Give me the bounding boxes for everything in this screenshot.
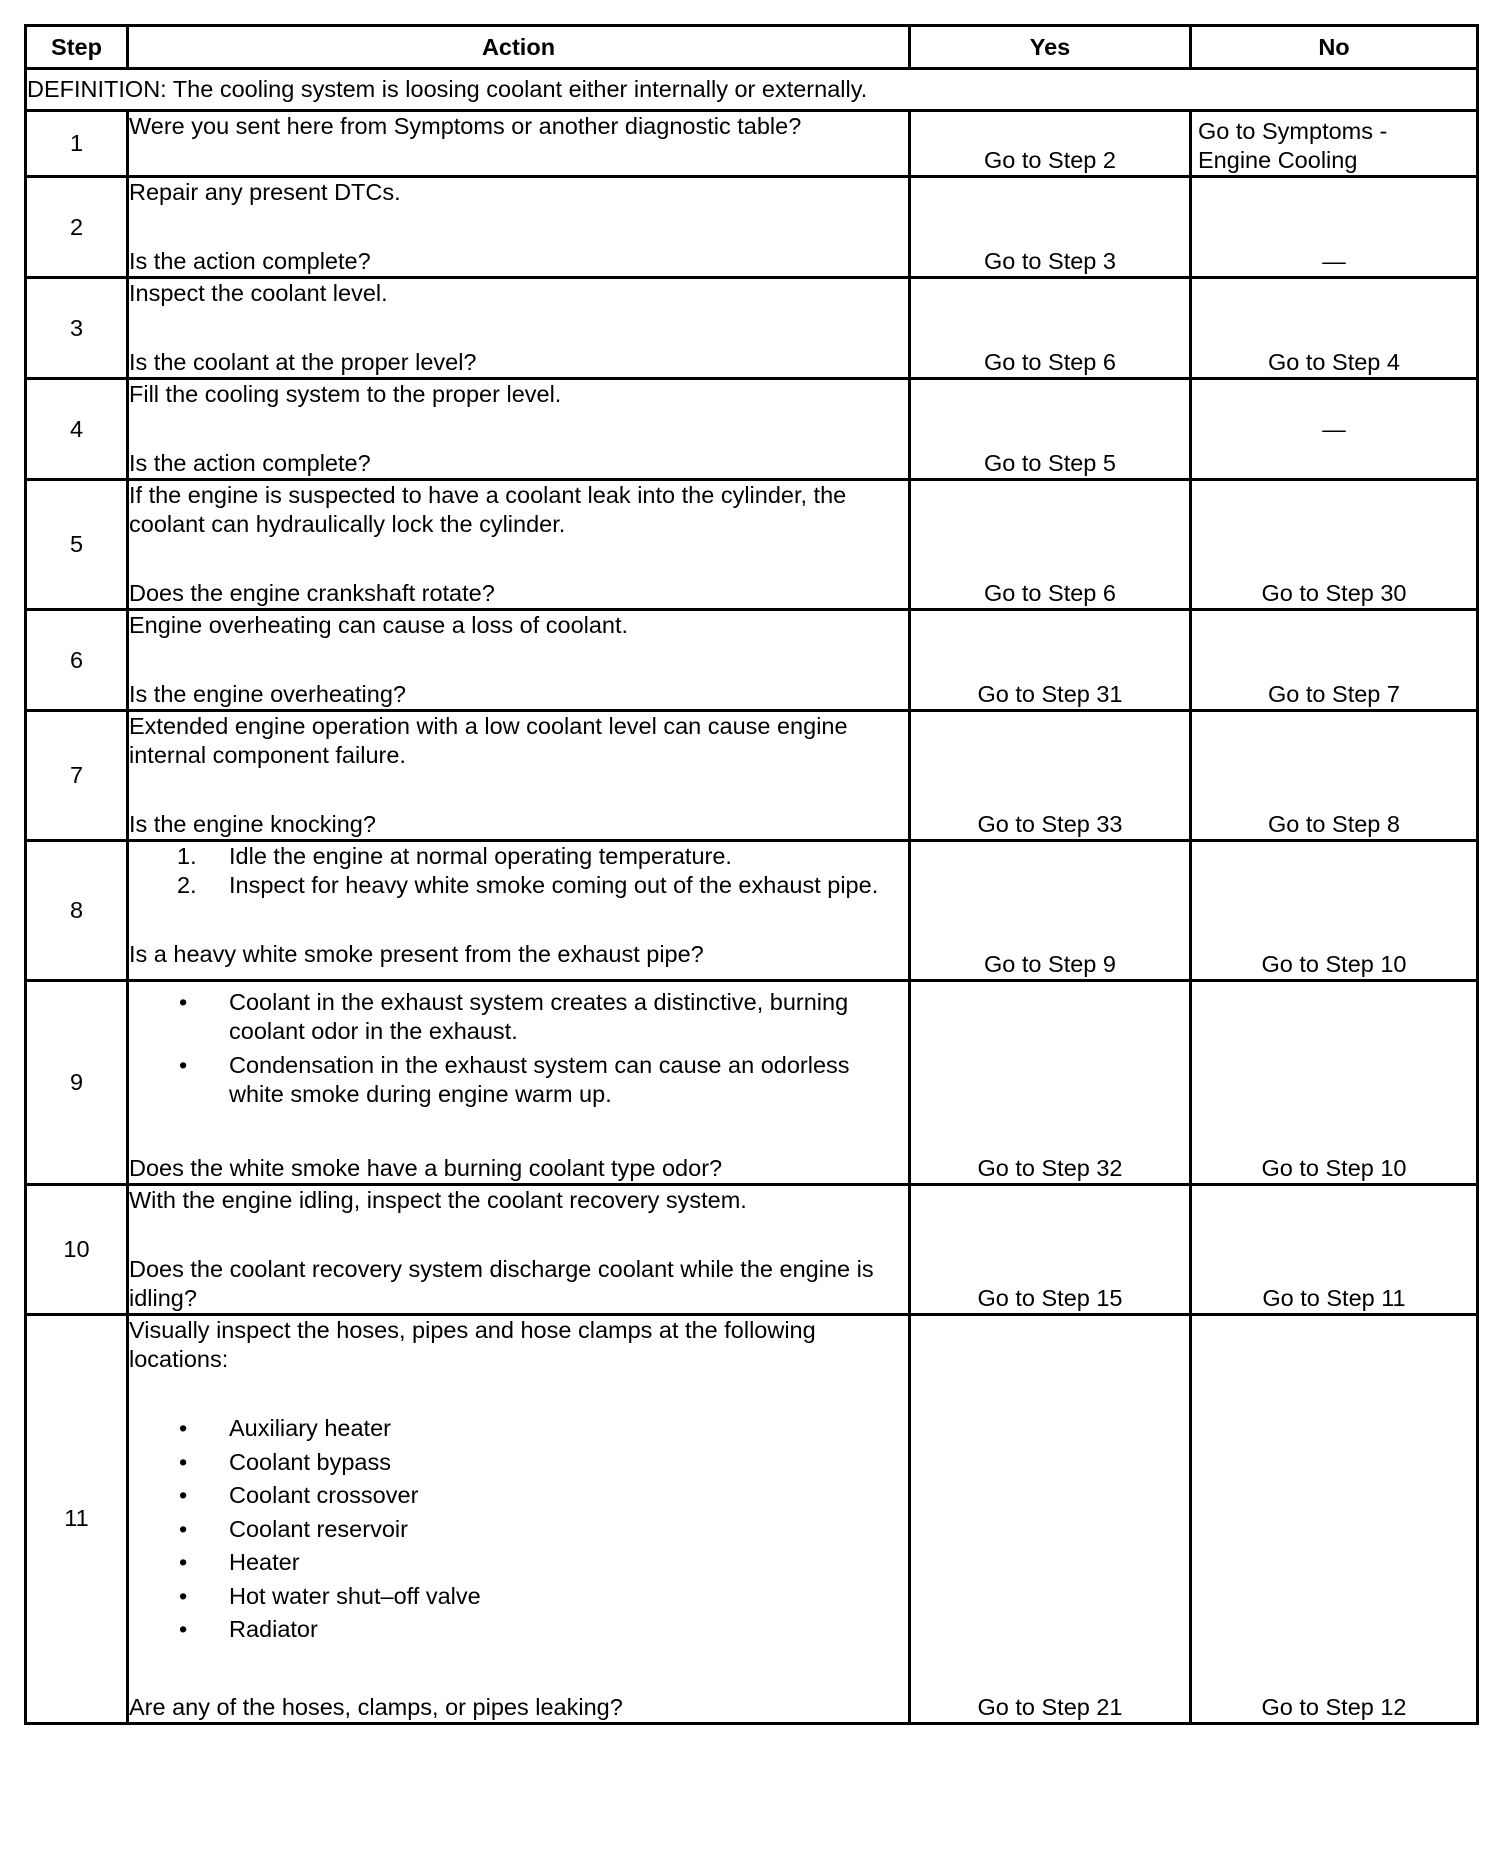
action-text: Were you sent here from Symptoms or another diagnostic table? [129, 113, 802, 139]
no-cell: Go to Step 12 [1191, 1315, 1478, 1724]
bullet-icon: • [179, 1582, 188, 1609]
table-row [26, 1315, 1478, 1724]
yes-cell: Go to Step 15 [910, 1185, 1191, 1315]
yes-cell: Go to Step 6 [910, 278, 1191, 379]
bullet-icon: • [179, 1448, 188, 1475]
list-number: 1. [177, 843, 197, 869]
yes-cell: Go to Step 5 [910, 379, 1191, 480]
bullet-icon: • [179, 989, 188, 1015]
no-cell: Go to Step 30 [1191, 480, 1478, 610]
step-number: 3 [26, 278, 128, 379]
step-number: 9 [26, 981, 128, 1185]
bullet-icon: • [179, 1515, 188, 1542]
table-row [26, 278, 1478, 379]
no-text-line1: Go to Symptoms - [1198, 118, 1388, 144]
action-text: Engine overheating can cause a loss of coolant. [129, 612, 629, 638]
action-cell [128, 480, 910, 610]
bullet-list [129, 1414, 908, 1649]
list-item: • Coolant in the exhaust system creates a distinctive, burning coolant odor in the exhaust. [179, 989, 849, 1044]
action-cell [128, 1315, 910, 1724]
question-text: Does the coolant recovery system discharge coolant while the engine is idling? [129, 1256, 874, 1311]
diagnostic-table [24, 24, 1479, 1725]
list-item: • Coolant reservoir [179, 1515, 408, 1542]
no-cell: — [1191, 177, 1478, 278]
step-number: 6 [26, 610, 128, 711]
yes-cell: Go to Step 33 [910, 711, 1191, 841]
header-no: No [1191, 26, 1478, 69]
no-text-line2: Engine Cooling [1198, 147, 1358, 173]
action-text: Repair any present DTCs. [129, 179, 401, 205]
header-step: Step [26, 26, 128, 69]
list-item: • Coolant crossover [179, 1482, 419, 1508]
action-text: Inspect the coolant level. [129, 280, 388, 306]
list-number: 2. [177, 872, 197, 898]
action-text: If the engine is suspected to have a coolant leak into the cylinder, the coolant can hydraulically lock the cylinder. [129, 482, 847, 537]
table-row [26, 841, 1478, 981]
yes-cell: Go to Step 9 [910, 841, 1191, 981]
action-cell [128, 111, 910, 177]
step-number: 11 [26, 1315, 128, 1724]
question-text: Does the white smoke have a burning coolant type odor? [129, 1155, 723, 1181]
action-cell [128, 841, 910, 981]
action-cell [128, 379, 910, 480]
action-cell [128, 711, 910, 841]
definition-text: DEFINITION: The cooling system is loosing coolant either internally or externally. [26, 69, 1478, 111]
list-item: • Hot water shut–off valve [179, 1582, 481, 1609]
table-row [26, 610, 1478, 711]
no-cell: Go to Step 10 [1191, 981, 1478, 1185]
action-text: Visually inspect the hoses, pipes and hose clamps at the following locations: [129, 1317, 816, 1372]
question-text: Does the engine crankshaft rotate? [129, 580, 495, 606]
question-text: Is the engine overheating? [129, 681, 406, 707]
table-row [26, 1185, 1478, 1315]
table-row [26, 177, 1478, 278]
list-item: • Condensation in the exhaust system can cause an odorless white smoke during engine warm up. [179, 1052, 850, 1107]
no-cell: Go to Step 8 [1191, 711, 1478, 841]
question-text: Is a heavy white smoke present from the exhaust pipe? [129, 941, 704, 967]
list-item: 1. Idle the engine at normal operating temperature. [177, 843, 732, 869]
action-text: Fill the cooling system to the proper level. [129, 381, 562, 407]
table-row [26, 480, 1478, 610]
step-number: 5 [26, 480, 128, 610]
yes-cell: Go to Step 6 [910, 480, 1191, 610]
question-text: Is the action complete? [129, 450, 371, 476]
action-cell [128, 1185, 910, 1315]
definition-row [26, 69, 1478, 111]
bullet-icon: • [179, 1415, 188, 1441]
no-cell: Go to Step 11 [1191, 1185, 1478, 1315]
question-text: Are any of the hoses, clamps, or pipes leaking? [129, 1693, 623, 1720]
numbered-list [129, 842, 908, 900]
question-text: Is the action complete? [129, 248, 371, 274]
table-row [26, 379, 1478, 480]
list-item: • Heater [179, 1549, 300, 1575]
action-text: With the engine idling, inspect the coolant recovery system. [129, 1187, 747, 1213]
step-number: 10 [26, 1185, 128, 1315]
action-cell [128, 177, 910, 278]
bullet-icon: • [179, 1482, 188, 1508]
step-number: 2 [26, 177, 128, 278]
step-number: 4 [26, 379, 128, 480]
action-cell [128, 981, 910, 1185]
no-cell: Go to Step 10 [1191, 841, 1478, 981]
bullet-icon: • [179, 1052, 188, 1078]
table-row [26, 111, 1478, 177]
header-row [26, 26, 1478, 69]
step-number: 8 [26, 841, 128, 981]
yes-cell: Go to Step 32 [910, 981, 1191, 1185]
list-item: 2. Inspect for heavy white smoke coming out of the exhaust pipe. [177, 872, 879, 898]
bullet-icon: • [179, 1616, 188, 1642]
table-row [26, 981, 1478, 1185]
list-item: • Radiator [179, 1616, 318, 1642]
step-number: 1 [26, 111, 128, 177]
yes-cell: Go to Step 2 [910, 111, 1191, 177]
no-cell: Go to Step 4 [1191, 278, 1478, 379]
step-number: 7 [26, 711, 128, 841]
action-cell [128, 610, 910, 711]
list-item: • Auxiliary heater [179, 1415, 391, 1441]
no-cell [1191, 111, 1478, 177]
yes-cell: Go to Step 31 [910, 610, 1191, 711]
yes-cell: Go to Step 21 [910, 1315, 1191, 1724]
yes-cell: Go to Step 3 [910, 177, 1191, 278]
header-action: Action [128, 26, 910, 69]
no-cell: Go to Step 7 [1191, 610, 1478, 711]
action-cell [128, 278, 910, 379]
header-yes: Yes [910, 26, 1191, 69]
question-text: Is the coolant at the proper level? [129, 349, 477, 375]
question-text: Is the engine knocking? [129, 811, 376, 837]
list-item: • Coolant bypass [179, 1448, 391, 1475]
action-text: Extended engine operation with a low coolant level can cause engine internal component failure. [129, 713, 848, 768]
bullet-icon: • [179, 1549, 188, 1575]
table-row [26, 711, 1478, 841]
no-cell: — [1191, 379, 1478, 480]
bullet-list [129, 988, 908, 1109]
